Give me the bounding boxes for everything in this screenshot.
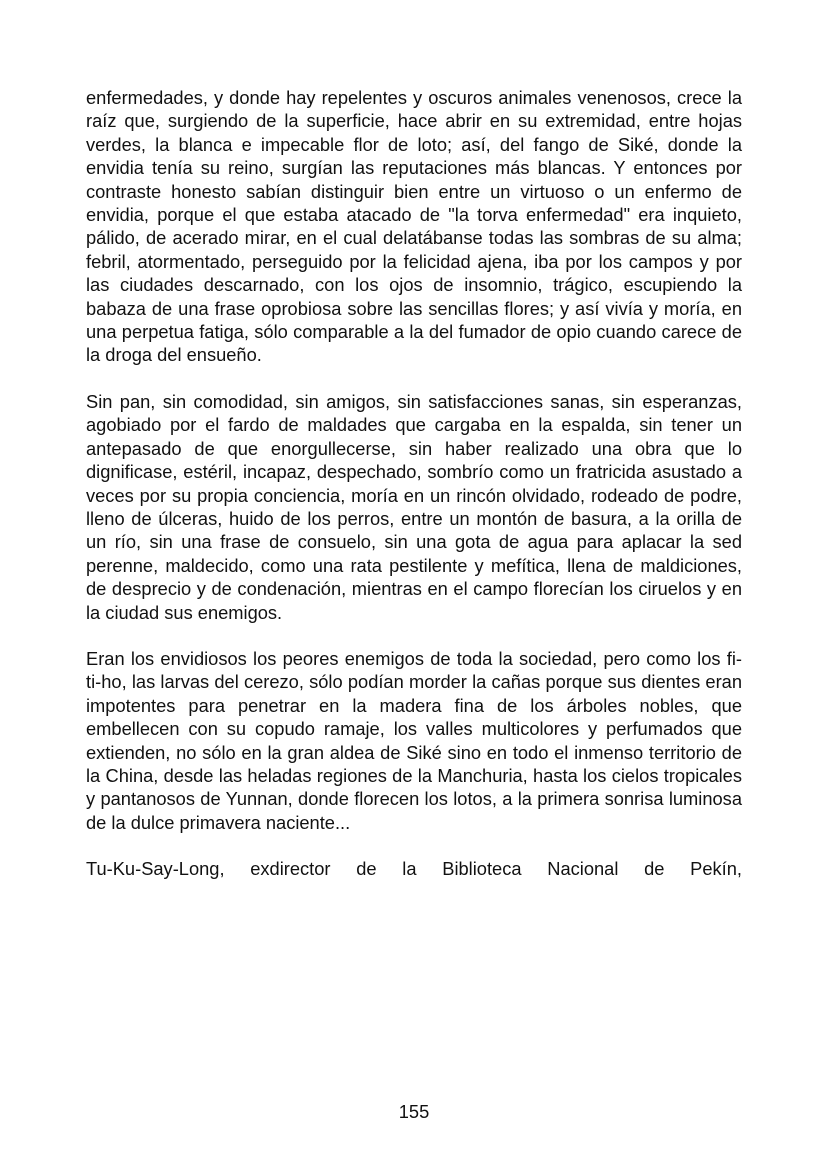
paragraph-3: Eran los envidiosos los peores enemigos de toda la sociedad, pero como los fi-ti-ho, las larvas del cerezo, sólo podían morder la cañas porque sus dientes eran impotentes para penetrar en la madera fina de los árboles nobles, que embellecen con su copudo ramaje, los valles multicolores y perfumados que extienden, no sólo en la gran aldea de Siké sino en todo el inmenso territorio de la China, desde las heladas regiones de la Manchuria, hasta los cielos tropicales y pantanosos de Yunnan, donde florecen los lotos, a la primera sonrisa luminosa de la dulce primavera naciente...	[86, 647, 742, 833]
paragraph-1: enfermedades, y donde hay repelentes y oscuros animales venenosos, crece la raíz que, surgiendo de la superficie, hace abrir en su extremidad, entre hojas verdes, la blanca e impecable flor de loto; así, del fango de Siké, donde la envidia tenía su reino, surgían las reputaciones más blancas. Y entonces por contraste honesto sabían distinguir bien entre un virtuoso o un enfermo de envidia, porque el que estaba atacado de "la torva enfermedad" era inquieto, pálido, de acerado mirar, en el cual delatábanse todas las sombras de su alma; febril, atormentado, perseguido por la felicidad ajena, iba por los campos y por las ciudades descarnado, con los ojos de insomnio, trágico, escupiendo la babaza de una frase oprobiosa sobre las sencillas flores; y así vivía y moría, en una perpetua fatiga, sólo comparable a la del fumador de opio cuando carece de la droga del ensueño.	[86, 87, 742, 366]
body-text	[86, 86, 742, 904]
paragraph-2: Sin pan, sin comodidad, sin amigos, sin satisfacciones sanas, sin esperanzas, agobiado por el fardo de maldades que cargaba en la espalda, sin tener un antepasado de que enorgullecerse, sin haber realizado una obra que lo dignificase, estéril, incapaz, despechado, sombrío como un fratricida asustado a veces por su propia conciencia, moría en un rincón olvidado, rodeado de podre, lleno de úlceras, huido de los perros, entre un montón de basura, a la orilla de un río, sin una frase de consuelo, sin una gota de agua para aplacar la sed perenne, maldecido, como una rata pestilente y mefítica, llena de maldiciones, de desprecio y de condenación, mientras en el campo florecían los ciruelos y en la ciudad sus enemigos.	[86, 390, 742, 623]
paragraph-4: Tu-Ku-Say-Long, exdirector de la Biblioteca Nacional de Pekín,	[86, 858, 742, 880]
page-number: 155	[398, 1101, 430, 1122]
